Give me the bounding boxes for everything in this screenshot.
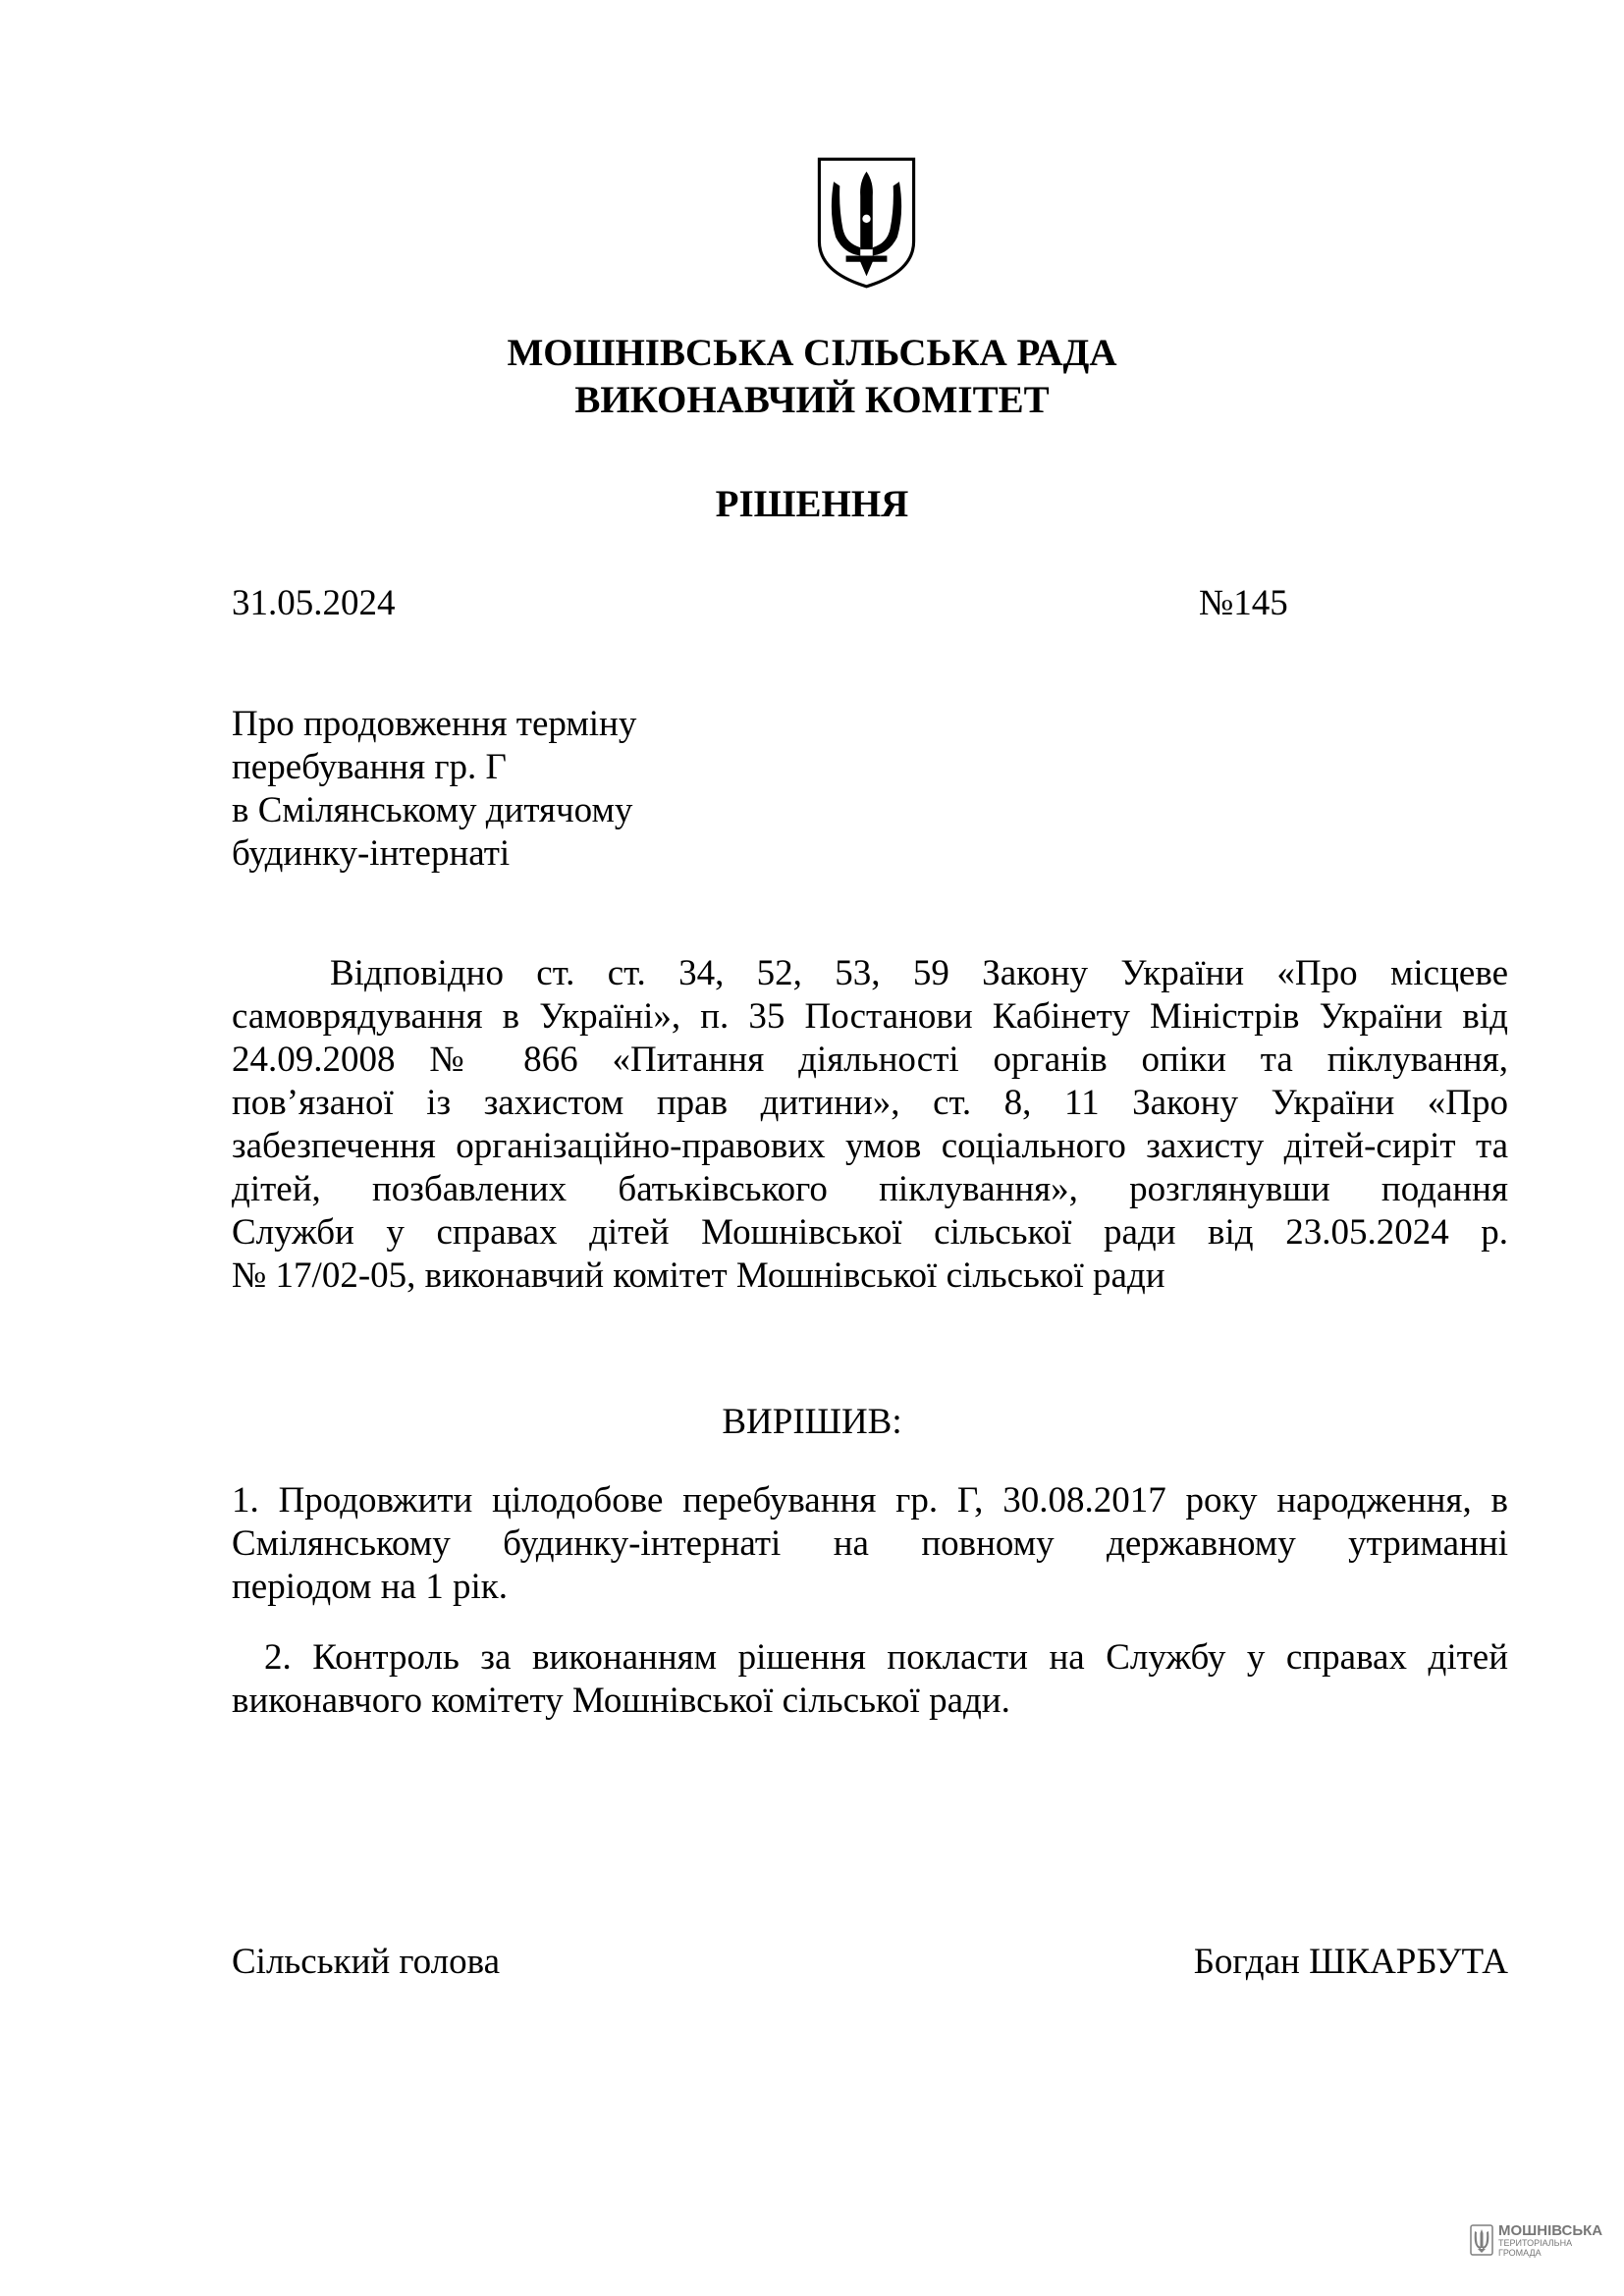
watermark-subtitle: ТЕРИТОРІАЛЬНА (1498, 2237, 1573, 2248)
watermark-title: МОШНІВСЬКА (1498, 2221, 1603, 2239)
decision-line: Смілянському будинку-інтернаті на повному державному утриманні (232, 1523, 1508, 1564)
preamble-line: самоврядування в Україні», п. 35 Постанови Кабінету Міністрів України від (232, 996, 1508, 1037)
community-watermark (1470, 2220, 1602, 2260)
organization-name: МОШНІВСЬКА СІЛЬСЬКА РАДА (507, 332, 1117, 374)
subject-line: будинку-інтернаті (232, 833, 511, 874)
document-date: 31.05.2024 (232, 583, 396, 623)
committee-name: ВИКОНАВЧИЙ КОМІТЕТ (574, 379, 1050, 421)
decision-line: виконавчого комітету Мошнівської сільської ради. (232, 1681, 1010, 1721)
decision-item-1 (232, 1479, 1508, 1609)
subject-line: перебування гр. Г (232, 747, 507, 787)
watermark-subtitle: ГРОМАДА (1498, 2247, 1542, 2258)
decision-heading: ВИРІШИВ: (722, 1402, 902, 1442)
preamble-line: 24.09.2008 № 866 «Питання діяльності органів опіки та піклування, (232, 1040, 1508, 1080)
preamble-line: дітей, позбавлених батьківського піклування», розглянувши подання (232, 1169, 1508, 1209)
preamble-line: Відповідно ст. ст. 34, 52, 53, 59 Закону України «Про місцеве (330, 953, 1508, 993)
subject-line: Про продовження терміну (232, 704, 637, 744)
decision-line: 2. Контроль за виконанням рішення покласти на Службу у справах дітей (264, 1637, 1508, 1678)
preamble-line: пов’язаної із захистом прав дитини», ст. 8, 11 Закону України «Про (232, 1083, 1508, 1123)
subject-line: в Смілянському дитячому (232, 790, 633, 830)
preamble-paragraph (232, 952, 1508, 1298)
decision-item-2 (232, 1636, 1508, 1723)
document-subject (232, 703, 636, 876)
decision-line: 1. Продовжити цілодобове перебування гр. Г, 30.08.2017 року народження, в (232, 1480, 1508, 1521)
signatory-position: Сільський голова (232, 1942, 501, 1982)
trident-logo-icon (1470, 2224, 1493, 2256)
preamble-line: Служби у справах дітей Мошнівської сільської ради від 23.05.2024 р. (232, 1212, 1508, 1253)
document-number: №145 (1199, 583, 1288, 623)
decision-line: періодом на 1 рік. (232, 1567, 508, 1607)
document-type-title: РІШЕННЯ (715, 483, 909, 525)
trident-coat-of-arms-icon (815, 155, 918, 291)
preamble-line: забезпечення організаційно-правових умов соціального захисту дітей-сиріт та (232, 1126, 1508, 1166)
preamble-line: № 17/02-05, виконавчий комітет Мошнівської сільської ради (232, 1255, 1165, 1296)
signatory-name: Богдан ШКАРБУТА (1193, 1942, 1508, 1982)
